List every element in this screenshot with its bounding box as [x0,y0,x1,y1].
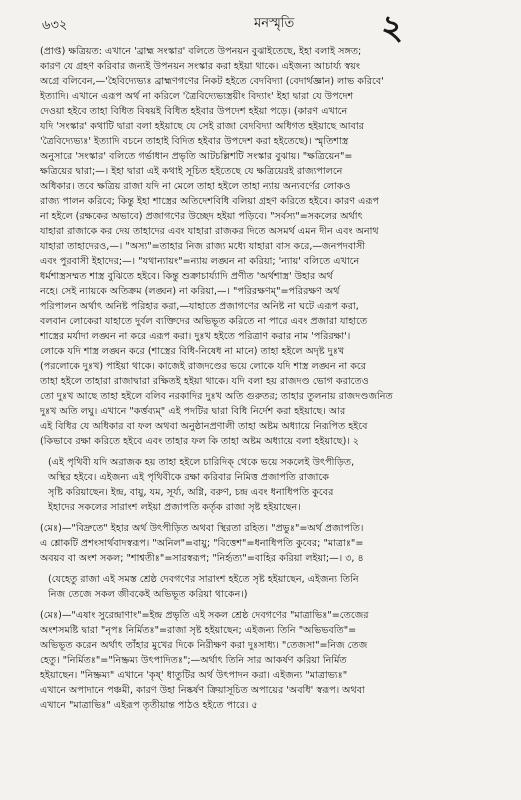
text-line: 'ত্রৈবিদ্যেভ্যঃ' ইত্যাদি বচনে তাহাই বিদিত হইবার উপদেশ করা হইতেছে)। স্মৃতিশাস্ত্র [40,136,349,147]
text-line: না হইলে (রক্ষকের অভাবে) প্রজাগণের উচ্ছেদ হইয়া পড়িবে। "সর্বস্য"=সকলের অর্থাৎ [40,211,363,222]
text-line: তাহা হইলে তাহারা রাজাদ্বারা রক্ষিতই হইয়া থাকে। যদি বলা হয় রাজদণ্ড ভোগ করাতেও [40,376,369,387]
text-line: হইয়াছেন। "নিষ্ক্রম্য" এখানে 'কৃষ্' ধাতুটির অর্থ উৎপাদন করা। এইজন্য "মাত্রাভ্যঃ" [40,670,348,681]
text-line: নহে। সেই ন্যায়কে অতিক্রম (লঙ্ঘন) না করিয়া,—। "পরিরক্ষণম্"=পরিরক্ষণ অর্থ [40,286,340,297]
chapter-number-mark: ২ [381,8,404,48]
page-header [36,6,503,48]
text-line: অবয়ব বা অংশ সকল; "শাশ্বতীঃ"=সারস্বরূপ; "নির্হৃত্য"=বাহির করিয়া লইয়া;—। ৩, ৪ [40,553,364,564]
page-body [40,44,507,796]
text-line: (কিভাবে রক্ষা করিতে হইবে এবং তাহার ফল কি তাহা অষ্টম অধ্যায়ে বলা হইয়াছে)। ২ [40,436,360,447]
text-line: (এই পৃথিবী যদি অরাজক হয় তাহা হইলে চারিদিক্ থেকে ভয়ে সকলেই উৎপীড়িত, [48,457,355,468]
text-line: ক্ষত্রিয়ের দ্বারা;—। ইহা দ্বারা এই কথাই সূচিত হইতেছে যে ক্ষত্রিয়েরই রাজ্যপালনে [40,166,343,177]
text-line: যদি 'সংস্কার' কথাটি দ্বারা বলা হইয়াছে যে সেই রাজা বেদবিদ্যা অধিগত হইয়াছে আবার [40,121,364,132]
text-line: (প্রাপ্ত) ক্ষত্রিয়ত: এখানে 'ব্রাহ্ম সংস্কার' বলিতে উপনয়ন বুঝাইতেছে, ইহা বলাই সঙ্গত; [40,46,362,57]
text-line: কারণ যে গ্রহণ করিবার জন্যই উপনয়ন সংস্কার করা হইয়া থাকে। এইজন্য আচার্য্য স্বয়ং [40,61,361,72]
text-line: এ শ্লোকটি প্রশংসার্থবাদস্বরূপ। "অনিল"=বায়ু; "বিত্তেশ"=ধনাধিপতি কুবের; "মাত্রাঃ"= [40,538,364,549]
text-line: রাজ্য পালন করিবে; কিন্তু ইহা শাস্ত্রের অতিদেশবিধি বলিয়া গ্রহণ করিতে হইবে। কারণ এরূপ [40,196,379,207]
text-line: অনুসারে 'সংস্কার' বলিতে গর্ভাধান প্রভৃতি আটচল্লিশটি সংস্কার বুঝায়। "ক্ষত্রিয়েন"= [40,151,353,162]
text-line: ইত্যাদি। এখানে এরূপ অর্থ না করিলে 'ত্রৈবিদ্যেভ্যস্ত্রয়ীং বিদ্যাং' ইহা দ্বারা যে উপদেশ [40,91,354,102]
text-line: এই বিধির যে অধিকার বা ফল অথবা অনুষ্ঠানপ্রণালী তাহা অষ্টম অধ্যায়ে নিরূপিত হইবে [40,421,368,432]
text-line: (মেঃ)—"এষাং সুরেন্দ্রাণাং"=ইন্দ্র প্রভৃতি এই সকল শ্রেষ্ঠ দেবগণের "মাত্রাভিঃ"=তেজের [40,610,369,621]
text-line: এখানে অপাদানে পঞ্চমী, কারণ উহা নিষ্কর্ষণ ক্রিয়াসূচিত অপায়ের 'অবধি' স্বরূপ। অথবা [40,685,365,696]
text-line: পরিপালন অর্থাৎ অনিষ্ট পরিহার করা,—যাহাতে প্রজাগণের অনিষ্ট না ঘটে এরূপ করা, [40,301,359,312]
translation-verse-3 [40,455,507,515]
text-line: নিজ তেজে সকল জীবকেই অভিভূত করিয়া থাকেন।) [48,589,248,600]
text-line: অস্থির হইবে। এইজন্য এই পৃথিবীকে রক্ষা করিবার নিমিত্ত প্রজাপতি রাজাকে [48,472,329,483]
commentary-verse-3-4 [40,521,507,566]
text-line: তো দুঃখ আছে তাহা হইলে বলিব নরকাদির দুঃখ অতি গুরুতর; তাহার তুলনায় রাজদণ্ডজনিত [40,391,393,402]
page-number: ৬৩২ [42,18,68,33]
text-line: (যেহেতু রাজা এই সমস্ত শ্রেষ্ঠ দেবগণের সারাংশ হইতে সৃষ্ট হইয়াছেন, এইজন্য তিনি [48,574,359,585]
text-line: (পরলোকে দুঃখ) পাইয়া থাকে। কাজেই রাজদণ্ডের ভয়ে লোকে যদি শাস্ত্র লঙ্ঘন না করে [40,361,367,372]
commentary-verse-2 [40,44,507,449]
text-line: এখানে "মাত্রাভিঃ" এইরূপ তৃতীয়ান্ত পাঠও হইতে পারে। ৫ [40,700,258,711]
text-line: অভিভূত করেন অর্থাৎ তাঁহার মুখের দিকে নিরীক্ষণ করা দুঃসাধ্য। "তেজসা"=নিজ তেজ [40,640,368,651]
text-line: সৃষ্টি করিয়াছেন। ইন্দ্র, বায়ু, যম, সূর্য্য, অগ্নি, বরুণ, চন্দ্র এবং ধনাধিপতি কুবের [48,487,334,498]
text-line: অধিকার। তবে ক্ষত্রিয় রাজা যদি না মেলে তাহা হইলে তাহা ন্যায় অন্যবর্ণের লোকও [40,181,351,192]
text-line: এবং পুরবাসী ইহাদের;—। "যথান্যায়ং"=ন্যায় লঙ্ঘন না করিয়া; 'ন্যায়' বলিতে এখানে [40,256,360,267]
text-line: যাহারা তাহাদেরও,—। "অস্য"=তাহার নিজ রাজ্য মধ্যে যাহারা বাস করে,—জনপদবাসী [40,241,366,252]
translation-verse-5 [40,572,507,602]
text-line: অগ্রে বলিবেন,—'হৈবিদ্যেভ্যঃ ব্রাহ্মণগণের নিকট হইতে বেদবিদ্যা (বেদার্থজ্ঞান) লাভ করিবে' [40,76,384,87]
text-line: ইহাদের সকলের সারাংশ লইয়া প্রজাপতি কর্তৃক রাজা সৃষ্ট হইয়াছেন। [48,502,301,513]
text-line: শাস্ত্রের মর্যাদা লঙ্ঘন না করে এরূপ করা। দুঃখ হইতে পরিত্রাণ করার নাম 'পরিরক্ষা'। [40,331,351,342]
running-title: মনস্মৃতি [254,16,295,31]
text-line: বলবান লোকেরা যাহাতে দুর্বল ব্যক্তিদের অভিভূত করিতে না পারে এবং প্রজারা যাহাতে [40,316,368,327]
text-line: দেওয়া হইবে তাহা বিধিত বিষয়ই বিধিত হইবার উপদেশ হইয়া পড়ে। (কারণ এখানে [40,106,348,117]
text-line: দুঃখ অতি লঘু। এখানে "কর্ত্তব্যম্" এই পদটির দ্বারা বিধি নির্দেশ করা হইয়াছে। আর [40,406,346,417]
text-line: যাহারা রাজাকে কর দেয় তাহাদের এবং যাহারা রাজকর দিতে অসমর্থ এমন দীন এবং অনাথ [40,226,379,237]
commentary-verse-5 [40,608,507,713]
text-line: অংশসমষ্টি দ্বারা "নৃপঃ নির্মিতঃ"=রাজা সৃষ্ট হইয়াছেন; এইজন্য তিনি "অভিভবতি"= [40,625,357,636]
text-line: লোকে যদি শাস্ত্র লঙ্ঘন করে (শাস্ত্রের বিধি-নিষেধ না মানে) তাহা হইলে অদৃষ্ট দুঃখ [40,346,345,357]
text-line: ধর্মশাস্ত্রসম্মত শাস্ত্র বুঝিতে হইবে। কিন্তু শুক্রাচার্য্যাদি প্রণীত 'অর্থশাস্ত্র' উহার অর্থ [40,271,333,282]
text-line: হেতু। "নির্মিতঃ"="নিষ্ক্রম্য উৎপাদিতঃ";—অর্থাৎ তিনি সার আকর্ষণ করিয়া নির্মিত [40,655,347,666]
text-line: (মেঃ)—"বিদ্রুতে" ইহার অর্থ উৎপীড়িত অথবা স্থিরতা রহিত। "প্রভুঃ"=অর্থ প্রজাপতি। [40,523,364,534]
